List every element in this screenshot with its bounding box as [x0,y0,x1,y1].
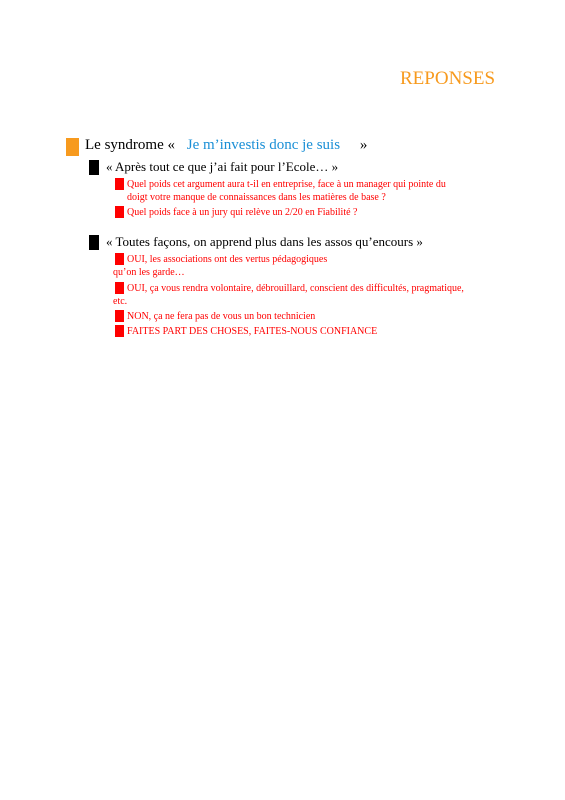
list-item [127,325,377,338]
list-item-line: NON, ça ne fera pas de vous un bon technicien [127,311,316,322]
list-item-line: doigt votre manque de connaissances dans les matières de base ? [127,192,386,203]
item-bullet [115,325,124,337]
group-heading: « Après tout ce que j’ai fait pour l’Ecole… » [106,159,339,174]
list-item-line: Quel poids face à un jury qui relève un 2/20 en Fiabilité ? [127,207,358,218]
list-item [113,282,464,308]
list-item-line: FAITES PART DES CHOSES, FAITES-NOUS CONFIANCE [127,326,378,337]
group-heading: « Toutes façons, on apprend plus dans les assos qu’encours » [106,234,423,249]
item-bullet [115,206,124,218]
group-bullet [89,160,99,175]
list-item-line: OUI, ça vous rendra volontaire, débrouillard, conscient des difficultés, pragmatique, [127,283,464,294]
list-item [113,253,328,279]
page-title: REPONSES [400,68,496,89]
section-heading [85,137,367,154]
list-item [127,206,358,219]
group-bullet [89,235,99,250]
section-bullet [66,138,79,156]
list-item-line: OUI, les associations ont des vertus pédagogiques [127,254,328,265]
section-suffix: » [359,137,368,153]
list-item-line: qu’on les garde… [113,267,185,278]
item-bullet [115,178,124,190]
item-bullet [115,310,124,322]
list-item-line: Quel poids cet argument aura t-il en entreprise, face à un manager qui pointe du [127,179,446,190]
item-bullet [115,282,124,294]
section-quote: Je m’investis donc je suis [186,137,341,153]
list-item [127,178,446,204]
list-item [127,310,315,323]
list-item-line: etc. [113,296,128,307]
item-bullet [115,253,124,265]
section-prefix: Le syndrome « [85,137,175,153]
